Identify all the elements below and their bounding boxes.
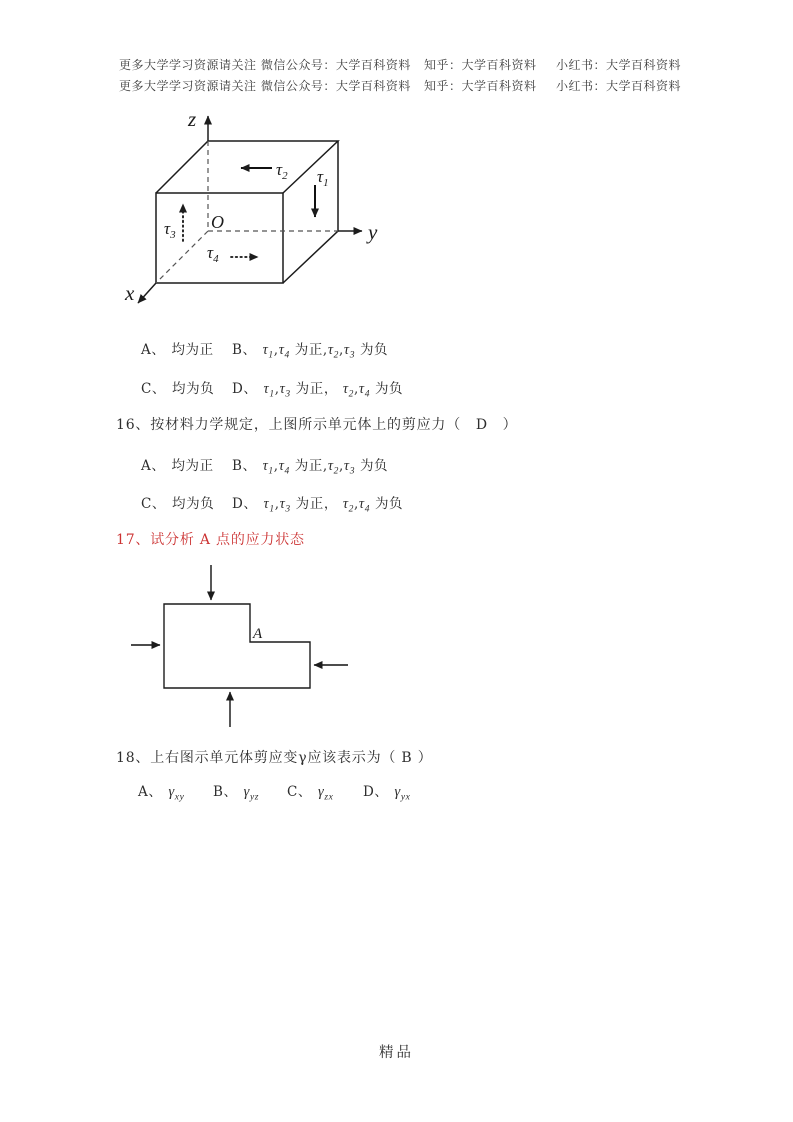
- option-label: B、: [213, 784, 238, 800]
- option-text: $\tau_1,\tau_4$ 为正$,\tau_2,\tau_3$ 为负: [262, 342, 389, 361]
- q16-option-d: [232, 492, 403, 515]
- q18-option-b: [213, 780, 259, 803]
- option-label: D、: [363, 784, 389, 800]
- option-label: B、: [232, 458, 257, 474]
- tau4-label: $\tau_4$: [207, 243, 219, 265]
- axis-labels: [124, 107, 378, 305]
- option-label: A、: [141, 342, 166, 358]
- option-text: $\tau_1,\tau_3$ 为正， $\tau_2,\tau_4$ 为负: [263, 496, 404, 515]
- q18-option-d: [363, 780, 411, 803]
- l-shape-figure: [115, 550, 385, 740]
- question-18: 18、上右图示单元体剪应变γ应该表示为（ B ）: [116, 750, 433, 766]
- coordinate-axes: [138, 116, 362, 303]
- option-text: $\gamma_{yz}$: [243, 784, 260, 803]
- footer-label: 精品: [379, 1045, 414, 1061]
- option-text: 均为正: [171, 342, 214, 358]
- tau2-label: $\tau_2$: [276, 160, 288, 182]
- l-shape-outline: [164, 604, 310, 688]
- q16-option-b: [232, 454, 388, 477]
- q18-option-a: [138, 780, 184, 803]
- q15-option-d: [232, 377, 403, 400]
- option-text: $\gamma_{yx}$: [394, 784, 411, 803]
- tau3-label: $\tau_3$: [164, 219, 176, 241]
- q15-option-b: [232, 338, 388, 361]
- question-16: 16、按材料力学规定，上图所示单元体上的剪应力（ D ）: [116, 417, 518, 433]
- option-label: D、: [232, 381, 258, 397]
- option-text: 均为负: [172, 496, 215, 512]
- option-label: B、: [232, 342, 257, 358]
- cube-right-face-edges: [283, 141, 338, 283]
- q15-option-a: [141, 338, 214, 358]
- x-axis-label: x: [125, 281, 135, 305]
- stress-cube-figure: [120, 100, 390, 325]
- option-label: D、: [232, 496, 258, 512]
- q18-option-c: [287, 780, 333, 803]
- shear-stress-labels: [164, 160, 329, 265]
- option-label: A、: [138, 784, 163, 800]
- header-line-2: [119, 77, 719, 93]
- question-17: 17、试分析 A 点的应力状态: [116, 532, 305, 548]
- option-label: C、: [141, 381, 167, 397]
- option-text: $\tau_1,\tau_3$ 为正， $\tau_2,\tau_4$ 为负: [263, 381, 404, 400]
- point-a-label: A: [253, 626, 263, 642]
- header-wechat-2: 更多大学学习资源请关注 微信公众号：大学百科资料: [119, 79, 411, 93]
- option-label: C、: [141, 496, 167, 512]
- tau1-label: $\tau_1$: [317, 167, 329, 189]
- q16-option-c: [141, 492, 214, 512]
- q16-option-a: [141, 454, 214, 474]
- header-xiaohongshu-1: 小红书：大学百科资料: [556, 58, 682, 72]
- header-zhihu-2: 知乎：大学百科资料: [424, 79, 537, 93]
- option-text: $\gamma_{xy}$: [168, 784, 185, 803]
- z-axis-label: z: [188, 107, 197, 131]
- option-label: A、: [141, 458, 166, 474]
- header-wechat-1: 更多大学学习资源请关注 微信公众号：大学百科资料: [119, 58, 411, 72]
- y-axis-label: y: [368, 220, 378, 244]
- option-label: C、: [287, 784, 313, 800]
- x-axis-arrow: [138, 283, 156, 303]
- hidden-edge-diagonal: [156, 231, 208, 283]
- option-text: $\gamma_{zx}$: [318, 784, 334, 803]
- option-text: 均为负: [172, 381, 215, 397]
- header-xiaohongshu-2: 小红书：大学百科资料: [556, 79, 682, 93]
- header-line-1: [119, 56, 719, 72]
- q15-option-c: [141, 377, 214, 397]
- option-text: 均为正: [171, 458, 214, 474]
- option-text: $\tau_1,\tau_4$ 为正$,\tau_2,\tau_3$ 为负: [262, 458, 389, 477]
- header-zhihu-1: 知乎：大学百科资料: [424, 58, 537, 72]
- origin-label: O: [211, 212, 224, 232]
